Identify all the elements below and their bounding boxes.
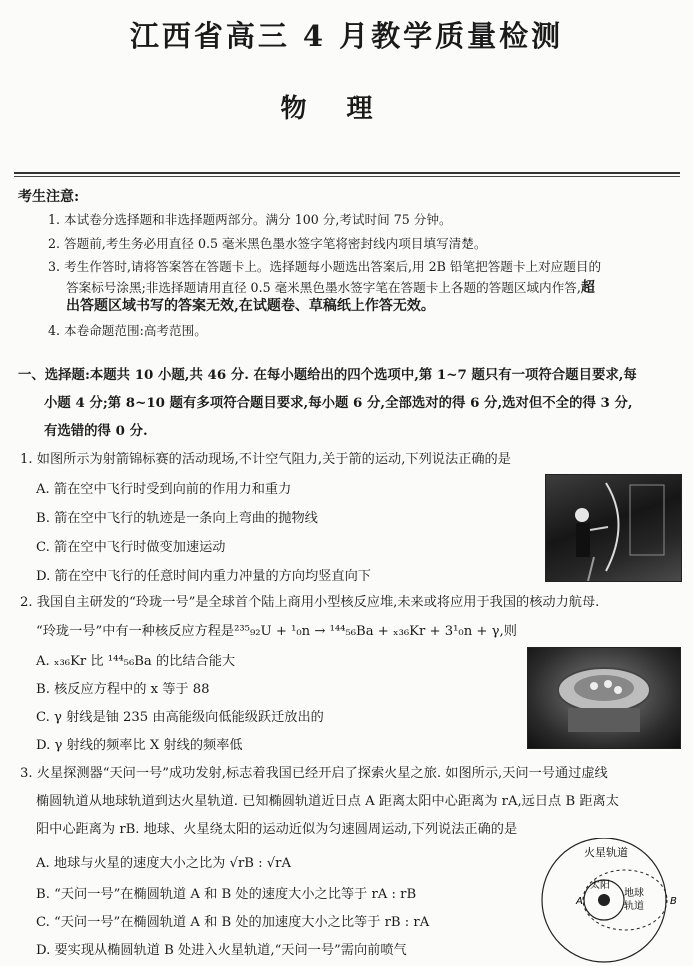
reactor-photo <box>527 647 681 749</box>
header-rule-thick <box>14 172 680 174</box>
notice-item-3-line-2 <box>66 277 595 297</box>
transfer-orbit <box>583 870 667 930</box>
q3-stem-line-2: 椭圆轨道从地球轨道到达火星轨道. 已知椭圆轨道近日点 A 距离太阳中心距离为 rA,远日点 B 距离太 <box>36 794 619 809</box>
q2-stem-line-1: 2. 我国自主研发的“玲珑一号”是全球首个陆上商用小型核反应堆,未来或将应用于我国的核动力航母. <box>20 595 600 610</box>
mars-orbit-label: 火星轨道 <box>584 846 628 859</box>
section-1-line-1: 一、选择题:本题共 10 小题,共 46 分. 在每小题给出的四个选项中,第 1~7 题只有一项符合题目要求,每 <box>18 367 637 383</box>
notice-item-3-text: 答案标号涂黑;非选择题请用直径 0.5 毫米黑色墨水签字笔在答题卡上各题的答题区域内作答, <box>66 280 581 295</box>
earth-orbit-label-2: 轨道 <box>624 901 644 912</box>
q2-option-b: B. 核反应方程中的 x 等于 88 <box>36 682 210 697</box>
sun-label: 太阳 <box>590 880 610 891</box>
orbit-diagram <box>528 838 688 966</box>
subject-title: 物理 <box>280 94 413 124</box>
q3-option-d: D. 要实现从椭圆轨道 B 处进入火星轨道,“天问一号”需向前喷气 <box>36 943 407 958</box>
section-1-line-2: 小题 4 分;第 8~10 题有多项符合题目要求,每小题 6 分,全部选对的得 6 分,选对但不全的得 3 分, <box>44 395 633 411</box>
archery-photo <box>545 474 682 582</box>
q1-stem: 1. 如图所示为射箭锦标赛的活动现场,不计空气阻力,关于箭的运动,下列说法正确的是 <box>20 452 511 467</box>
q1-option-c: C. 箭在空中飞行时做变加速运动 <box>36 540 226 555</box>
notice-item-4: 4. 本卷命题范围:高考范围。 <box>48 323 207 338</box>
notice-item-3-line-3: 出答题区域书写的答案无效,在试题卷、草稿纸上作答无效。 <box>66 298 435 314</box>
notice-item-3-bold-start: 超 <box>580 280 595 296</box>
q1-option-a: A. 箭在空中飞行时受到向前的作用力和重力 <box>36 482 292 497</box>
q3-option-c: C. “天问一号”在椭圆轨道 A 和 B 处的加速度大小之比等于 rB : rA <box>36 915 430 930</box>
q3-stem-line-3: 阳中心距离为 rB. 地球、火星绕太阳的运动近似为匀速圆周运动,下列说法正确的是 <box>36 822 518 837</box>
notice-heading: 考生注意: <box>18 189 80 205</box>
exam-title: 江西省高三 4 月教学质量检测 <box>129 19 564 53</box>
notice-item-1: 1. 本试卷分选择题和非选择题两部分。满分 100 分,考试时间 75 分钟。 <box>48 212 452 227</box>
q1-option-b: B. 箭在空中飞行的轨迹是一条向上弯曲的抛物线 <box>36 511 318 526</box>
q2-option-d: D. γ 射线的频率比 X 射线的频率低 <box>36 738 243 753</box>
sun-icon <box>598 894 610 906</box>
archer-silhouette-icon <box>546 475 681 581</box>
notice-item-2: 2. 答题前,考生务必用直径 0.5 毫米黑色墨水签字笔将密封线内项目填写清楚。 <box>48 236 487 251</box>
q3-option-b: B. “天问一号”在椭圆轨道 A 和 B 处的速度大小之比等于 rA : rB <box>36 887 417 902</box>
point-a-label: A <box>576 896 583 907</box>
point-b-label: B <box>670 896 677 907</box>
earth-orbit-label-1: 地球 <box>624 888 644 899</box>
q2-stem-line-2: “玲珑一号”中有一种核反应方程是²³⁵₉₂U + ¹₀n → ¹⁴⁴₅₆Ba + ₓ₃₆Kr + 3¹₀n + γ,则 <box>36 624 517 639</box>
notice-item-3-line-1: 3. 考生作答时,请将答案答在答题卡上。选择题每小题选出答案后,用 2B 铅笔把答题卡上对应题目的 <box>48 259 602 274</box>
q2-option-a: A. ₓ₃₆Kr 比 ¹⁴⁴₅₆Ba 的比结合能大 <box>36 654 236 669</box>
q3-stem-line-1: 3. 火星探测器“天问一号”成功发射,标志着我国已经开启了探索火星之旅. 如图所示,天问一号通过虚线 <box>20 766 608 781</box>
reactor-core-icon <box>528 648 680 748</box>
q3-option-a: A. 地球与火星的速度大小之比为 √rB : √rA <box>36 856 291 871</box>
q2-option-c: C. γ 射线是铀 235 由高能级向低能级跃迁放出的 <box>36 710 324 725</box>
q1-option-d: D. 箭在空中飞行的任意时间内重力冲量的方向均竖直向下 <box>36 569 371 584</box>
header-rule-thin <box>14 176 680 177</box>
section-1-line-3: 有选错的得 0 分. <box>44 423 148 439</box>
